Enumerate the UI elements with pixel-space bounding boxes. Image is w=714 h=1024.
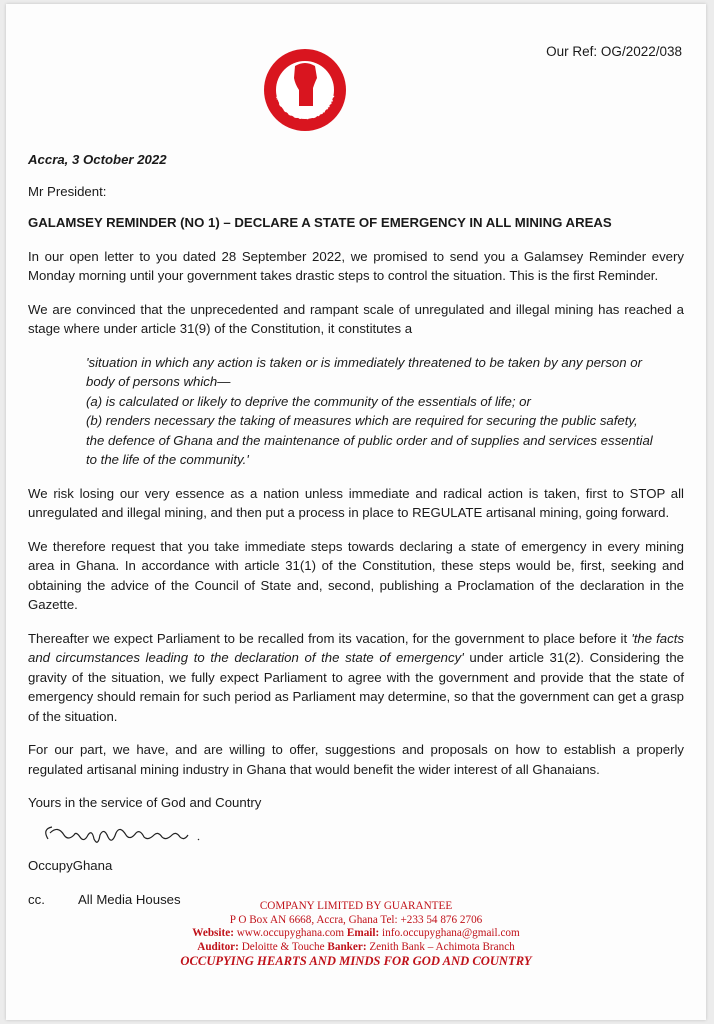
logo-text: #OCCUPYGHANA [273, 93, 337, 122]
quote-line: (a) is calculated or likely to deprive the community of the essentials of life; or [86, 393, 531, 409]
address-phone: P O Box AN 6668, Accra, Ghana Tel: +233 54 876 2706 [229, 913, 483, 926]
paragraph-1: In our open letter to you dated 28 September 2022, we promised to send you a Galamsey Reminder every Monday morning until your government takes drastic steps to control the situation. This is the first Reminder. [28, 248, 684, 283]
signer-name: OccupyGhana [28, 858, 113, 873]
paragraph-4: We therefore request that you take immediate steps towards declaring a state of emergency in every mining area in Ghana. In accordance with article 31(1) of the Constitution, these steps would be, first, seeking and obtaining the advice of the Council of State and, second, publishing a Proclamation of the declaration in the Gazette. [28, 538, 684, 612]
letter-date: Accra, 3 October 2022 [28, 152, 167, 167]
quote-line: body of persons which— [86, 374, 231, 389]
quote-line: (b) renders necessary the taking of measures which are required for securing the public safety, [86, 413, 638, 428]
quote-line: 'situation in which any action is taken or is immediately threatened to be taken by any person or [86, 354, 642, 370]
quote-line: to the life of the community.' [86, 452, 249, 467]
motto: OCCUPYING HEARTS AND MINDS FOR GOD AND COUNTRY [180, 954, 532, 969]
web-email-line: Website: www.occupyghana.com Email: info.occupyghana@gmail.com [192, 927, 520, 940]
letter-page [6, 4, 706, 1020]
quote-line: the defence of Ghana and the maintenance of public order and of supplies and services essential [86, 432, 653, 448]
cc-recipients: All Media Houses [78, 891, 181, 907]
company-status: COMPANY LIMITED BY GUARANTEE [259, 900, 453, 912]
paragraph-3: We risk losing our very essence as a nation unless immediate and radical action is taken, first to STOP all unregulated and illegal mining, and then put a process in place to REGULATE artisanal mining, going forward. [28, 485, 684, 520]
letterhead-footer [6, 900, 706, 969]
quoted-phrase: 'the facts and circumstances leading to the declaration of the state of emergency' [28, 630, 684, 665]
constitution-quote [86, 353, 684, 470]
handwritten-signature [28, 817, 228, 851]
paragraph-5: Thereafter we expect Parliament to be recalled from its vacation, for the government to place before it 'the facts and circumstances leading to the declaration of the state of emergency' under article 31(2). Considering the gravity of the situation, we fully expect Parliament to agree with the government and provide that the state of emergency should remain for such period as Parliament may determine, so that the government can get a grasp of the situation. [28, 630, 684, 724]
reference-number: Our Ref: OG/2022/038 [546, 44, 682, 59]
letter-body [28, 144, 684, 909]
letter-subject: GALAMSEY REMINDER (NO 1) – DECLARE A STATE OF EMERGENCY IN ALL MINING AREAS [28, 215, 612, 230]
auditor-banker-line: Auditor: Deloitte & Touche Banker: Zenith Bank – Achimota Branch [197, 940, 515, 953]
occupyghana-logo [263, 48, 347, 132]
paragraph-2: We are convinced that the unprecedented and rampant scale of unregulated and illegal mining has reached a stage where under article 31(9) of the Constitution, it constitutes a [28, 301, 684, 336]
closing-line: Yours in the service of God and Country [28, 795, 262, 810]
paragraph-6: For our part, we have, and are willing to offer, suggestions and proposals on how to establish a properly regulated artisanal mining industry in Ghana that would benefit the wider interest of all Ghanaians. [28, 742, 684, 777]
salutation: Mr President: [28, 183, 107, 199]
cc-label: cc. [28, 891, 45, 907]
